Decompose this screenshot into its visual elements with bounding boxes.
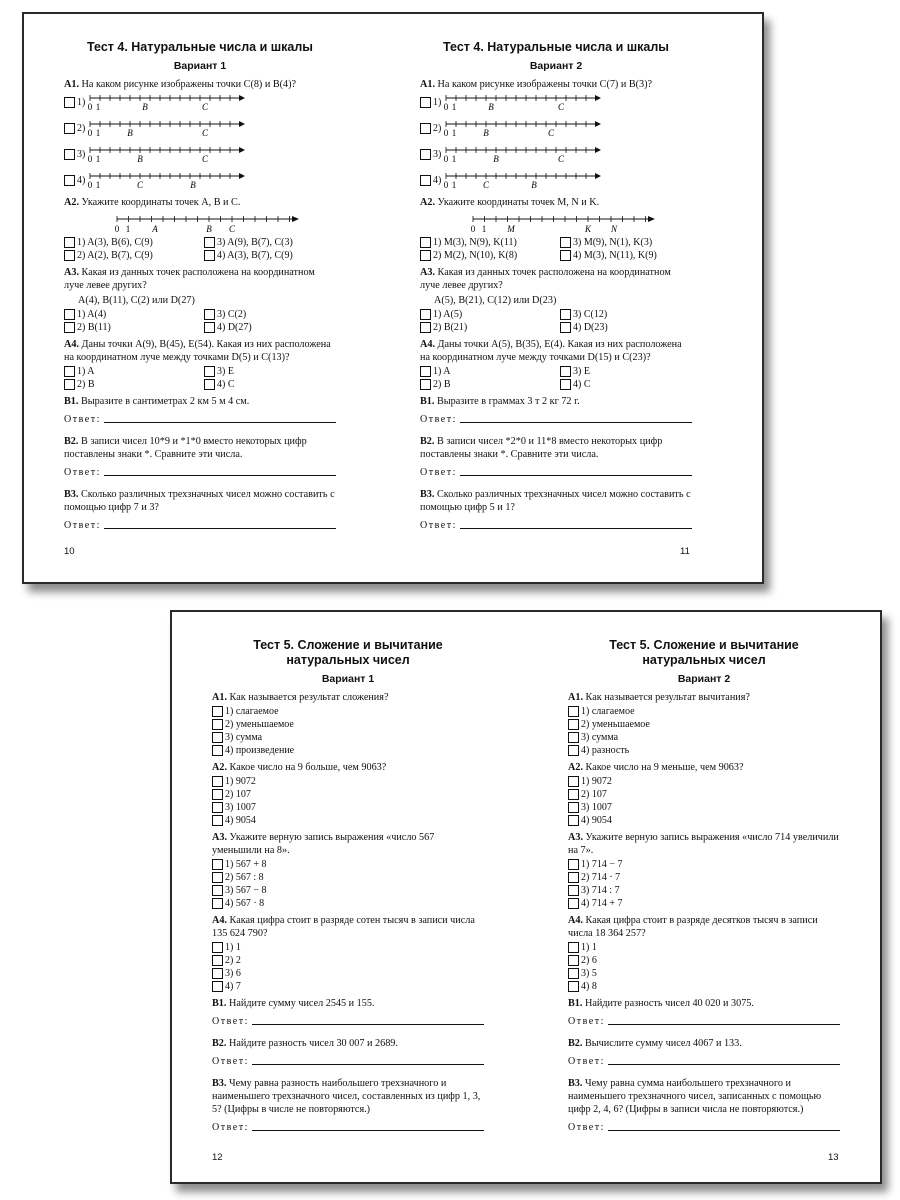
checkbox[interactable] [568, 815, 579, 826]
answer-line[interactable]: Ответ: [568, 1122, 840, 1133]
tick-label: 0 [444, 154, 449, 164]
tick-label: 0 [444, 128, 449, 138]
question-b2: В2. Вычислите сумму чисел 4067 и 133. [568, 1038, 742, 1049]
a1-option[interactable]: 1) слагаемое [568, 705, 840, 718]
a3-option[interactable]: 2) B(21) [420, 321, 552, 334]
question-b1: В1. Выразите в граммах 3 т 2 кг 72 г. [420, 396, 580, 407]
a3-options [64, 308, 336, 334]
checkbox[interactable] [420, 379, 431, 390]
checkbox[interactable] [560, 237, 571, 248]
checkbox[interactable] [64, 309, 75, 320]
page-number: 10 [64, 546, 75, 557]
a4-option[interactable]: 3) 5 [568, 967, 840, 980]
checkbox[interactable] [212, 732, 223, 743]
a3-option[interactable]: 1) A(4) [64, 308, 196, 321]
a2-options [64, 236, 336, 262]
tick-label: C [558, 154, 565, 164]
number-line-icon [443, 91, 603, 113]
a1-option[interactable] [420, 144, 692, 164]
page-number: 13 [828, 1152, 839, 1163]
a2-option[interactable]: 4) 9054 [212, 814, 484, 827]
option-label: 2) [433, 122, 442, 134]
number-line-icon [87, 91, 247, 113]
checkbox[interactable] [212, 968, 223, 979]
a4-option[interactable]: 2) B [420, 378, 552, 391]
a4-option[interactable]: 2) B [64, 378, 196, 391]
a1-option[interactable] [64, 144, 336, 164]
book-spread-test4 [22, 12, 764, 584]
option-label: 3) [433, 148, 442, 160]
a3-option[interactable]: 3) 567 − 8 [212, 884, 484, 897]
tick-label: 1 [452, 180, 457, 190]
a1-option[interactable] [64, 92, 336, 112]
answer-line[interactable]: Ответ: [64, 467, 336, 478]
tick-label: 0 [444, 102, 449, 112]
checkbox[interactable] [568, 706, 579, 717]
answer-line[interactable]: Ответ: [568, 1056, 840, 1067]
tick-label: N [610, 224, 618, 234]
a4-option[interactable]: 3) E [204, 365, 336, 378]
checkbox[interactable] [64, 366, 75, 377]
a3-option[interactable]: 3) C(12) [560, 308, 692, 321]
checkbox[interactable] [64, 175, 75, 186]
question-a2: А2. Какое число на 9 больше, чем 9063? [212, 762, 387, 773]
a3-option[interactable]: 3) 714 : 7 [568, 884, 840, 897]
tick-label: 0 [88, 102, 93, 112]
checkbox[interactable] [560, 379, 571, 390]
question-a2: А2. Укажите координаты точек M, N и K. [420, 197, 600, 208]
checkbox[interactable] [212, 955, 223, 966]
tick-label: 0 [88, 128, 93, 138]
a3-option[interactable]: 1) A(5) [420, 308, 552, 321]
a1-option[interactable] [420, 92, 692, 112]
a1-option[interactable]: 4) произведение [212, 744, 484, 757]
checkbox[interactable] [568, 732, 579, 743]
a1-option[interactable]: 1) слагаемое [212, 705, 484, 718]
checkbox[interactable] [420, 123, 431, 134]
checkbox[interactable] [420, 322, 431, 333]
a2-option[interactable]: 1) 9072 [568, 775, 840, 788]
number-line-icon [87, 117, 247, 139]
checkbox[interactable] [560, 309, 571, 320]
a1-option[interactable] [420, 170, 692, 190]
tick-label: 1 [96, 180, 101, 190]
tick-label: 1 [96, 102, 101, 112]
checkbox[interactable] [568, 885, 579, 896]
number-line-icon [443, 117, 603, 139]
question-a3: А3. Какая из данных точек расположена на координатном луче левее других? [64, 267, 315, 291]
page-10 [64, 40, 336, 541]
question-b3: В3. Чему равна разность наибольшего трехзначного и наименьшего трехзначного чисел, составленных из цифр 1, 3, 5? (Цифры в числе не повторяются.) [212, 1078, 481, 1115]
option-label: 4) [433, 174, 442, 186]
a1-option[interactable]: 2) уменьшаемое [212, 718, 484, 731]
page-title [212, 638, 484, 668]
checkbox[interactable] [212, 898, 223, 909]
a2-option[interactable]: 2) A(2), B(7), C(9) [64, 249, 196, 262]
question-a1: А1. На каком рисунке изображены точки C(7) и B(3)? [420, 79, 653, 90]
option-label: 4) [77, 174, 86, 186]
a4-option[interactable]: 4) C [204, 378, 336, 391]
checkbox[interactable] [420, 175, 431, 186]
checkbox[interactable] [568, 981, 579, 992]
question-b2: В2. Найдите разность чисел 30 007 и 2689. [212, 1038, 398, 1049]
question-a4: А4. Какая цифра стоит в разряде сотен тысяч в записи числа 135 624 790? [212, 915, 475, 939]
tick-label: B [493, 154, 500, 164]
checkbox[interactable] [568, 802, 579, 813]
checkbox[interactable] [568, 719, 579, 730]
a1-options [420, 92, 692, 190]
checkbox[interactable] [212, 802, 223, 813]
option-label: 3) [77, 148, 86, 160]
tick-label: K [584, 224, 592, 234]
answer-line[interactable]: Ответ: [64, 414, 336, 425]
checkbox[interactable] [204, 322, 215, 333]
checkbox[interactable] [212, 981, 223, 992]
answer-line[interactable]: Ответ: [568, 1016, 840, 1027]
question-b1: В1. Найдите сумму чисел 2545 и 155. [212, 998, 375, 1009]
a4-options [420, 365, 692, 391]
page-11 [420, 40, 692, 541]
question-a3: А3. Укажите верную запись выражения «число 714 увеличили на 7». [568, 832, 839, 856]
a3-option[interactable]: 2) 567 : 8 [212, 871, 484, 884]
a4-option[interactable]: 2) 6 [568, 954, 840, 967]
checkbox[interactable] [568, 859, 579, 870]
a2-option[interactable]: 3) 1007 [568, 801, 840, 814]
a2-option[interactable]: 2) 107 [212, 788, 484, 801]
checkbox[interactable] [204, 237, 215, 248]
page-title: Тест 4. Натуральные числа и шкалы [87, 40, 313, 54]
checkbox[interactable] [212, 885, 223, 896]
tick-label: 1 [452, 154, 457, 164]
coordinate-ray-icon [112, 210, 302, 236]
checkbox[interactable] [64, 379, 75, 390]
checkbox[interactable] [420, 97, 431, 108]
a2-option[interactable]: 2) M(2), N(10), K(8) [420, 249, 552, 262]
question-a2: А2. Укажите координаты точек A, B и C. [64, 197, 241, 208]
checkbox[interactable] [420, 237, 431, 248]
tick-label: C [202, 102, 209, 112]
tick-label: B [206, 224, 212, 234]
checkbox[interactable] [204, 309, 215, 320]
tick-label: 1 [481, 224, 487, 234]
tick-label: 1 [125, 224, 131, 234]
tick-label: C [548, 128, 555, 138]
tick-label: 1 [96, 154, 101, 164]
tick-label: 0 [444, 180, 449, 190]
variant-label: Вариант 1 [321, 673, 375, 685]
a3-options [420, 308, 692, 334]
tick-label: 1 [96, 128, 101, 138]
checkbox[interactable] [560, 322, 571, 333]
checkbox[interactable] [204, 379, 215, 390]
question-a1: А1. Как называется результат вычитания? [568, 692, 750, 703]
title-line-2: натуральных чисел [286, 653, 410, 667]
a4-option[interactable]: 4) C [560, 378, 692, 391]
checkbox[interactable] [212, 942, 223, 953]
number-line-icon [443, 169, 603, 191]
a2-option[interactable]: 2) 107 [568, 788, 840, 801]
tick-label: B [142, 102, 149, 112]
checkbox[interactable] [204, 366, 215, 377]
checkbox[interactable] [64, 250, 75, 261]
a2-option[interactable]: 1) M(3), N(9), K(11) [420, 236, 552, 249]
a2-option[interactable]: 1) 9072 [212, 775, 484, 788]
checkbox[interactable] [212, 706, 223, 717]
a3-points: A(4), B(11), C(2) или D(27) [78, 295, 195, 306]
answer-line[interactable]: Ответ: [420, 414, 692, 425]
a2-options [420, 236, 692, 262]
a3-option[interactable]: 4) D(27) [204, 321, 336, 334]
checkbox[interactable] [568, 968, 579, 979]
question-a2: А2. Какое число на 9 меньше, чем 9063? [568, 762, 744, 773]
checkbox[interactable] [212, 815, 223, 826]
tick-label: B [190, 180, 197, 190]
checkbox[interactable] [420, 309, 431, 320]
checkbox[interactable] [212, 776, 223, 787]
checkbox[interactable] [420, 366, 431, 377]
option-label: 1) [77, 96, 86, 108]
checkbox[interactable] [560, 250, 571, 261]
page-number: 11 [680, 546, 690, 557]
tick-label: M [507, 224, 515, 234]
page-title [568, 638, 840, 668]
checkbox[interactable] [64, 123, 75, 134]
checkbox[interactable] [568, 942, 579, 953]
answer-line[interactable]: Ответ: [64, 520, 336, 531]
a4-option[interactable]: 1) 1 [212, 941, 484, 954]
a1-option[interactable]: 3) сумма [212, 731, 484, 744]
tick-label: 0 [114, 224, 120, 234]
question-b1: В1. Найдите разность чисел 40 020 и 3075. [568, 998, 754, 1009]
a1-option[interactable]: 3) сумма [568, 731, 840, 744]
question-b3: В3. Сколько различных трехзначных чисел можно составить с помощью цифр 5 и 1? [420, 489, 691, 513]
checkbox[interactable] [568, 872, 579, 883]
checkbox[interactable] [64, 237, 75, 248]
checkbox[interactable] [212, 872, 223, 883]
checkbox[interactable] [568, 745, 579, 756]
checkbox[interactable] [568, 898, 579, 909]
tick-label: B [137, 154, 144, 164]
option-label: 1) [433, 96, 442, 108]
a4-option[interactable]: 1) 1 [568, 941, 840, 954]
checkbox[interactable] [568, 955, 579, 966]
tick-label: C [202, 128, 209, 138]
title-line-1: Тест 5. Сложение и вычитание [609, 638, 799, 652]
coordinate-ray-icon [468, 210, 658, 236]
question-b3: В3. Чему равна сумма наибольшего трехзначного и наименьшего трехзначного чисел, записанных с помощью цифр 2, 4, 6? (Цифры в записи числа не повторяются.) [568, 1078, 822, 1115]
question-a4: А4. Какая цифра стоит в разряде десятков тысяч в записи числа 18 364 257? [568, 915, 818, 939]
page-13 [568, 638, 840, 1143]
tick-label: 0 [88, 154, 93, 164]
a4-option[interactable]: 1) A [420, 365, 552, 378]
answer-line[interactable]: Ответ: [420, 467, 692, 478]
a1-option[interactable]: 2) уменьшаемое [568, 718, 840, 731]
question-b2: В2. В записи чисел *2*0 и 11*8 вместо некоторых цифр поставлены знаки *. Сравните эти числа. [420, 436, 663, 460]
a1-option[interactable] [420, 118, 692, 138]
question-a3: А3. Укажите верную запись выражения «число 567 уменьшили на 8». [212, 832, 435, 856]
answer-line[interactable]: Ответ: [212, 1122, 484, 1133]
checkbox[interactable] [560, 366, 571, 377]
checkbox[interactable] [64, 322, 75, 333]
a4-option[interactable]: 3) 6 [212, 967, 484, 980]
checkbox[interactable] [212, 859, 223, 870]
tick-label: B [127, 128, 134, 138]
checkbox[interactable] [64, 149, 75, 160]
question-a4: А4. Даны точки A(5), B(35), E(4). Какая из них расположена на координатном луче между точками D(15) и C(23)? [420, 339, 682, 363]
a3-option[interactable]: 1) 567 + 8 [212, 858, 484, 871]
a4-option[interactable]: 4) 8 [568, 980, 840, 993]
a3-option[interactable]: 4) 714 + 7 [568, 897, 840, 910]
a2-option[interactable]: 3) M(9), N(1), K(3) [560, 236, 692, 249]
page-number: 12 [212, 1152, 223, 1163]
checkbox[interactable] [212, 789, 223, 800]
a2-option[interactable]: 3) 1007 [212, 801, 484, 814]
checkbox[interactable] [212, 745, 223, 756]
tick-label: B [483, 128, 490, 138]
a3-option[interactable]: 4) 567 · 8 [212, 897, 484, 910]
title-line-1: Тест 5. Сложение и вычитание [253, 638, 443, 652]
checkbox[interactable] [568, 776, 579, 787]
tick-label: 1 [452, 102, 457, 112]
a4-option[interactable]: 2) 2 [212, 954, 484, 967]
question-a4: А4. Даны точки A(9), B(45), E(54). Какая из них расположена на координатном луче между точками D(5) и C(13)? [64, 339, 331, 363]
tick-label: C [228, 224, 236, 234]
a4-option[interactable]: 3) E [560, 365, 692, 378]
answer-line[interactable]: Ответ: [420, 520, 692, 531]
checkbox[interactable] [420, 250, 431, 261]
checkbox[interactable] [64, 97, 75, 108]
a3-option[interactable]: 2) 714 · 7 [568, 871, 840, 884]
title-line-2: натуральных чисел [642, 653, 766, 667]
checkbox[interactable] [212, 719, 223, 730]
a2-option[interactable]: 4) M(3), N(11), K(9) [560, 249, 692, 262]
a1-option[interactable] [64, 118, 336, 138]
option-label: 2) [77, 122, 86, 134]
question-a1: А1. На каком рисунке изображены точки C(8) и B(4)? [64, 79, 297, 90]
page-12 [212, 638, 484, 1143]
tick-label: 1 [452, 128, 457, 138]
tick-label: B [488, 102, 495, 112]
number-line-icon [87, 169, 247, 191]
a1-option[interactable] [64, 170, 336, 190]
a2-option[interactable]: 4) 9054 [568, 814, 840, 827]
question-b1: В1. Выразите в сантиметрах 2 км 5 м 4 см. [64, 396, 250, 407]
question-b2: В2. В записи чисел 10*9 и *1*0 вместо некоторых цифр поставлены знаки *. Сравните эти числа. [64, 436, 307, 460]
a4-options [64, 365, 336, 391]
question-a3: А3. Какая из данных точек расположена на координатном луче левее других? [420, 267, 671, 291]
question-b3: В3. Сколько различных трехзначных чисел можно составить с помощью цифр 7 и 3? [64, 489, 335, 513]
tick-label: B [531, 180, 538, 190]
variant-label: Вариант 2 [677, 673, 731, 685]
a2-option[interactable]: 4) A(3), B(7), C(9) [204, 249, 336, 262]
a3-option[interactable]: 4) D(23) [560, 321, 692, 334]
tick-label: 0 [88, 180, 93, 190]
a1-option[interactable]: 4) разность [568, 744, 840, 757]
variant-label: Вариант 2 [529, 60, 583, 72]
number-line-icon [443, 143, 603, 165]
tick-label: 0 [470, 224, 476, 234]
a3-option[interactable]: 1) 714 − 7 [568, 858, 840, 871]
book-spread-test5 [170, 610, 882, 1184]
page-title: Тест 4. Натуральные числа и шкалы [443, 40, 669, 54]
tick-label: C [558, 102, 565, 112]
a2-option[interactable]: 3) A(9), B(7), C(3) [204, 236, 336, 249]
question-a1: А1. Как называется результат сложения? [212, 692, 389, 703]
checkbox[interactable] [420, 149, 431, 160]
tick-label: A [152, 224, 158, 234]
a1-options [64, 92, 336, 190]
a3-option[interactable]: 2) B(11) [64, 321, 196, 334]
a2-coordinate-ray [420, 210, 692, 236]
tick-label: C [137, 180, 144, 190]
answer-line[interactable]: Ответ: [212, 1056, 484, 1067]
checkbox[interactable] [204, 250, 215, 261]
tick-label: C [483, 180, 490, 190]
variant-label: Вариант 1 [173, 60, 227, 72]
answer-line[interactable]: Ответ: [212, 1016, 484, 1027]
a2-coordinate-ray [64, 210, 336, 236]
checkbox[interactable] [568, 789, 579, 800]
a3-points: A(5), B(21), C(12) или D(23) [434, 295, 557, 306]
a4-option[interactable]: 4) 7 [212, 980, 484, 993]
a2-option[interactable]: 1) A(3), B(6), C(9) [64, 236, 196, 249]
tick-label: C [202, 154, 209, 164]
number-line-icon [87, 143, 247, 165]
a3-option[interactable]: 3) C(2) [204, 308, 336, 321]
a4-option[interactable]: 1) A [64, 365, 196, 378]
